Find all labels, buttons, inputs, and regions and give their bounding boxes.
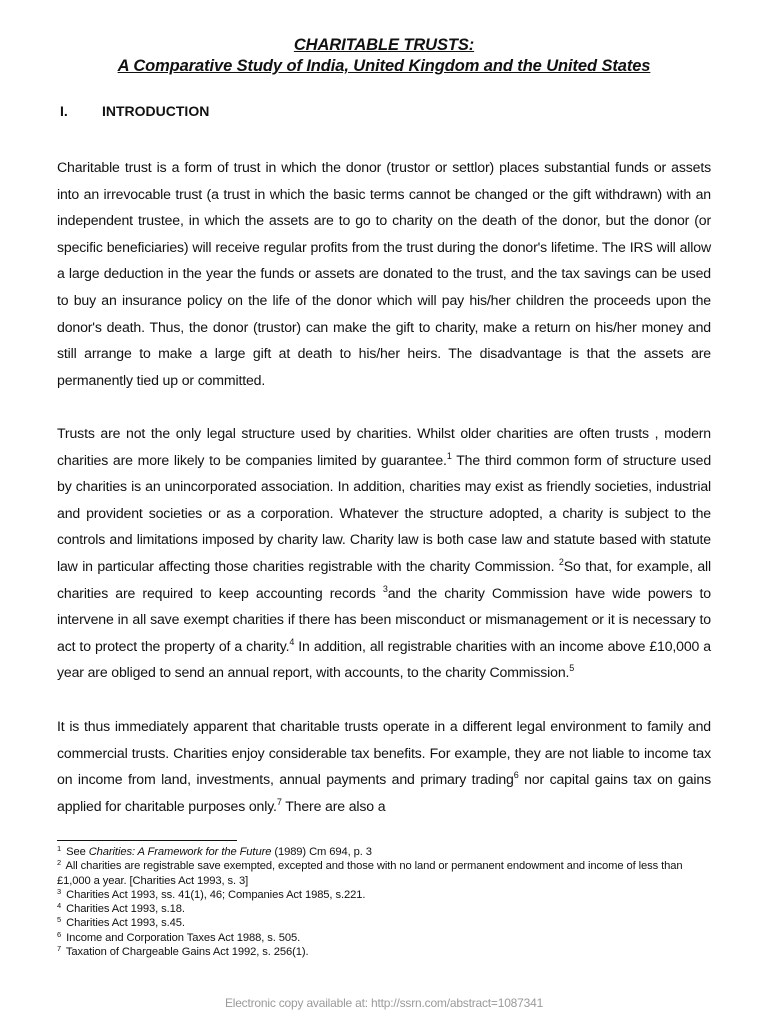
footnote-text: Charities Act 1993, ss. 41(1), 46; Companies Act 1985, s.221. xyxy=(63,888,366,901)
paragraph-1 xyxy=(57,154,711,393)
footnote-text: All charities are registrable save exempted, excepted and those with no land or permanent endowment and income of less than £1,000 a year. [Charities Act 1993, s. 3] xyxy=(57,860,683,887)
footnote-text: Taxation of Chargeable Gains Act 1992, s. 256(1). xyxy=(63,946,309,959)
footnote-4 xyxy=(57,902,717,916)
footnote-ref-2[interactable]: 2 xyxy=(558,556,564,567)
paragraph-text: and the charity Commission have wide powers to intervene in all save exempt charities if there has been misconduct or mismanagement or it is necessary to act to protect the property of a charity. xyxy=(57,584,711,654)
footnote-mark: 2 xyxy=(57,858,62,868)
paragraph-text: In addition, all registrable charities with an income above £10,000 a year are obliged to send an annual report, with accounts, to the charity Commission. xyxy=(57,637,711,681)
footnote-ref-3[interactable]: 3 xyxy=(382,583,388,594)
footnote-text: Charities Act 1993, s.45. xyxy=(63,917,185,930)
footnote-ref-1[interactable]: 1 xyxy=(446,450,452,461)
footnote-ref-7[interactable]: 7 xyxy=(276,796,282,807)
footnote-text: (1989) Cm 694, p. 3 xyxy=(271,846,372,858)
footnotes xyxy=(57,845,717,959)
paragraph-3 xyxy=(57,713,711,819)
footnote-text: Income and Corporation Taxes Act 1988, s. 505. xyxy=(63,931,301,944)
paragraph-text: Trusts are not the only legal structure used by charities. Whilst older charities are often trusts , modern charities are more likely to be companies limited by guarantee. xyxy=(57,425,711,468)
footnote-3 xyxy=(57,888,717,902)
footnote-2 xyxy=(57,859,717,888)
paragraph-text: There are also a xyxy=(281,797,386,814)
footnote-mark: 5 xyxy=(57,915,62,925)
document-title: CHARITABLE TRUSTS: xyxy=(293,36,475,54)
paragraph-text: So that, for example, all charities are required to keep accounting records xyxy=(57,557,711,601)
footnote-mark: 6 xyxy=(57,929,62,939)
section-number: I. xyxy=(60,103,68,119)
footnote-7 xyxy=(57,945,717,959)
footnote-cited-title: Charities: A Framework for the Future xyxy=(88,846,272,858)
footnote-text: See xyxy=(63,846,89,858)
footnote-mark: 4 xyxy=(57,901,62,911)
footnote-6 xyxy=(57,931,717,945)
title-block xyxy=(0,35,768,77)
footnote-mark: 7 xyxy=(57,944,62,954)
footnote-ref-4[interactable]: 4 xyxy=(289,636,295,647)
paragraph-text: The third common form of structure used by charities is an unincorporated association. In addition, charities may exist as friendly societies, industrial and provident societies or as a corporation. Whatever the structure adopted, a charity is subject to the controls and limitations imposed by charity law. Charity law is both case law and statute based with statute law in particular affecting those charities registrable with the charity Commission. xyxy=(57,451,712,574)
section-title: INTRODUCTION xyxy=(102,103,210,119)
section-heading xyxy=(60,102,209,120)
footnote-text: Charities Act 1993, s.18. xyxy=(63,903,185,916)
paragraph-text: It is thus immediately apparent that charitable trusts operate in a different legal environment to family and commercial trusts. Charities enjoy considerable tax benefits. For example, they are not liable to income tax on income from land, investments, annual payments and primary trading xyxy=(57,718,711,788)
footnote-mark: 3 xyxy=(57,886,62,896)
footnote-ref-6[interactable]: 6 xyxy=(513,770,519,781)
footnote-1 xyxy=(57,845,717,859)
document-subtitle: A Comparative Study of India, United Kingdom and the United States xyxy=(117,57,651,75)
paragraph-text: Charitable trust is a form of trust in which the donor (trustor or settlor) places substantial funds or assets into an irrevocable trust (a trust in which the basic terms cannot be changed or the gift withdrawn) with an independent trustee, in which the assets are to go to charity on the death of the donor, but the donor (or specific beneficiaries) will receive regular profits from the trust during the donor's lifetime. The IRS will allow a large deduction in the year the funds or assets are donated to the trust, and the tax savings can be used to buy an insurance policy on the life of the donor which will pay his/her children the proceeds upon the donor's death. Thus, the donor (trustor) can make the gift to charity, make a return on his/her money and still arrange to make a large gift at death to his/her heirs. The disadvantage is that the assets are permanently tied up or committed. xyxy=(57,159,711,388)
footnote-5 xyxy=(57,916,717,930)
page-footer-link[interactable]: Electronic copy available at: http://ssrn.com/abstract=1087341 xyxy=(224,996,544,1010)
paragraph-text: nor capital gains tax on gains applied for charitable purposes only. xyxy=(57,771,711,814)
footnote-mark: 1 xyxy=(57,844,62,853)
footnote-divider xyxy=(57,840,237,841)
footnote-ref-5[interactable]: 5 xyxy=(569,663,575,674)
paragraph-2 xyxy=(57,420,711,686)
